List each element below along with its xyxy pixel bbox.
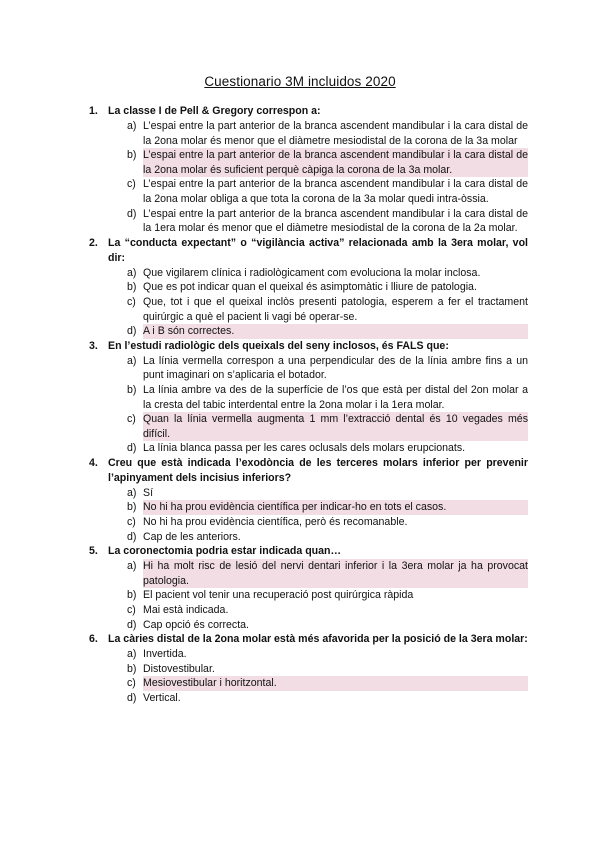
option-letter: d) <box>127 692 137 704</box>
option-letter: c) <box>127 295 136 308</box>
option-letter: c) <box>127 677 136 690</box>
option-letter: a) <box>127 354 137 367</box>
option-letter: b) <box>127 501 137 514</box>
answer-option <box>0 177 600 206</box>
answer-option <box>0 603 600 618</box>
question <box>0 339 600 456</box>
answer-option <box>0 441 600 456</box>
option-text: A i B són correctes. <box>143 325 235 338</box>
question-text: La coronectomia podria estar indicada quan… <box>108 545 342 558</box>
question <box>0 632 600 705</box>
option-letter: c) <box>127 604 136 617</box>
option-text: Mai està indicada. <box>143 604 229 617</box>
answer-option-highlighted <box>0 676 600 691</box>
option-letter: d) <box>127 207 137 220</box>
option-text: Invertida. <box>143 648 187 661</box>
option-text: Quan la línia vermella augmenta 1 mm l’extracció dental és 10 vegades més difícil. <box>143 413 528 440</box>
option-letter: a) <box>127 486 137 499</box>
answer-option-highlighted <box>0 559 600 588</box>
answer-option-highlighted <box>0 148 600 177</box>
option-text: No hi ha prou evidència científica, però és recomanable. <box>143 516 408 529</box>
answer-option <box>0 207 600 236</box>
option-text: L’espai entre la part anterior de la branca ascendent mandibular i la cara distal de la 1era molar és menor que el diàmetre mesiodistal de la corona de la 2a molar. <box>143 207 528 235</box>
answer-option <box>0 647 600 662</box>
answer-option <box>0 280 600 295</box>
option-letter: b) <box>127 383 137 396</box>
option-letter: b) <box>127 662 137 675</box>
option-letter: b) <box>127 589 137 602</box>
answer-option-highlighted <box>0 324 600 339</box>
option-text: Cap opció és correcta. <box>143 618 249 631</box>
question-number: 5. <box>89 545 98 558</box>
question-text: La “conducta expectant” o “vigilància activa” relacionada amb la 3era molar, vol dir: <box>108 236 528 264</box>
option-letter: a) <box>127 120 137 132</box>
question-text: Creu que està indicada l’exodòncia de les terceres molars inferior per prevenir l’apinyament dels incisius inferiors? <box>108 456 528 484</box>
option-letter: a) <box>127 560 137 573</box>
option-letter: b) <box>127 281 137 294</box>
option-letter: c) <box>127 413 136 426</box>
question <box>0 544 600 632</box>
option-text: Que vigilarem clínica i radiològicament com evoluciona la molar inclosa. <box>143 266 481 279</box>
question <box>0 456 600 544</box>
option-text: Hi ha molt risc de lesió del nervi dentari inferior i la 3era molar ja ha provocat patologia. <box>143 560 528 587</box>
option-text: L’espai entre la part anterior de la branca ascendent mandibular i la cara distal de la 2ona molar és menor que el diàmetre mesiodistal de la corona de la 3a molar <box>143 120 528 147</box>
answer-option <box>0 295 600 324</box>
option-text: La línia vermella correspon a una perpendicular des de la línia ambre fins a un punt imaginari on s’aplicaria el botador. <box>143 354 528 382</box>
option-text: L’espai entre la part anterior de la branca ascendent mandibular i la cara distal de la 2ona molar és suficient perquè càpiga la corona de la 3a molar. <box>143 149 528 176</box>
option-letter: d) <box>127 618 137 631</box>
answer-option <box>0 530 600 545</box>
question-number: 6. <box>89 633 98 646</box>
question-number: 3. <box>89 339 98 352</box>
option-letter: d) <box>127 325 137 338</box>
answer-option-highlighted <box>0 412 600 441</box>
answer-option <box>0 691 600 706</box>
page-title: Cuestionario 3M incluidos 2020 <box>204 74 396 89</box>
option-letter: a) <box>127 648 137 661</box>
question-text: La càries distal de la 2ona molar està més afavorida per la posició de la 3era molar: <box>108 633 528 646</box>
option-text: Que, tot i que el queixal inclòs presenti patologia, esperem a fer el tractament quirúrgic a què el pacient li vagi bé operar-se. <box>143 295 528 323</box>
question-number: 4. <box>89 456 98 469</box>
option-letter: c) <box>127 516 136 529</box>
question-text: En l’estudi radiològic dels queixals del seny inclosos, és FALS que: <box>108 339 449 352</box>
option-text: Que es pot indicar quan el queixal és asimptomàtic i lliure de patologia. <box>143 281 477 294</box>
answer-option <box>0 266 600 281</box>
answer-option-highlighted <box>0 500 600 515</box>
option-letter: d) <box>127 530 137 543</box>
option-text: Cap de les anteriors. <box>143 530 241 543</box>
answer-option <box>0 662 600 677</box>
option-text: L’espai entre la part anterior de la branca ascendent mandibular i la cara distal de la 2ona molar obliga a que tota la corona de la 3a molar quedi intra-òssia. <box>143 178 528 205</box>
answer-option <box>0 119 600 148</box>
question-number: 1. <box>89 105 98 117</box>
question-text: La classe I de Pell & Gregory correspon a: <box>108 105 321 117</box>
answer-option <box>0 618 600 633</box>
question-list <box>0 104 600 706</box>
option-letter: b) <box>127 149 137 162</box>
answer-option <box>0 383 600 412</box>
option-text: La línia blanca passa per les cares oclusals dels molars erupcionats. <box>143 442 466 455</box>
question-number: 2. <box>89 236 98 249</box>
answer-option <box>0 588 600 603</box>
option-text: Distovestibular. <box>143 662 215 675</box>
question <box>0 236 600 339</box>
option-text: La línia ambre va des de la superfície de l’os que està per distal del 2on molar a la cresta del tabic interdental entre la 2ona molar i la 1era molar. <box>143 383 528 411</box>
option-text: Mesiovestibular i horitzontal. <box>143 677 277 690</box>
answer-option <box>0 515 600 530</box>
option-letter: c) <box>127 178 136 191</box>
answer-option <box>0 486 600 501</box>
answer-option <box>0 354 600 383</box>
question <box>0 104 600 236</box>
option-letter: d) <box>127 442 137 455</box>
option-text: Sí <box>143 486 154 499</box>
option-text: No hi ha prou evidència científica per indicar-ho en tots el casos. <box>143 501 447 514</box>
option-text: El pacient vol tenir una recuperació post quirúrgica ràpida <box>143 589 414 602</box>
option-text: Vertical. <box>143 692 181 704</box>
option-letter: a) <box>127 266 137 279</box>
